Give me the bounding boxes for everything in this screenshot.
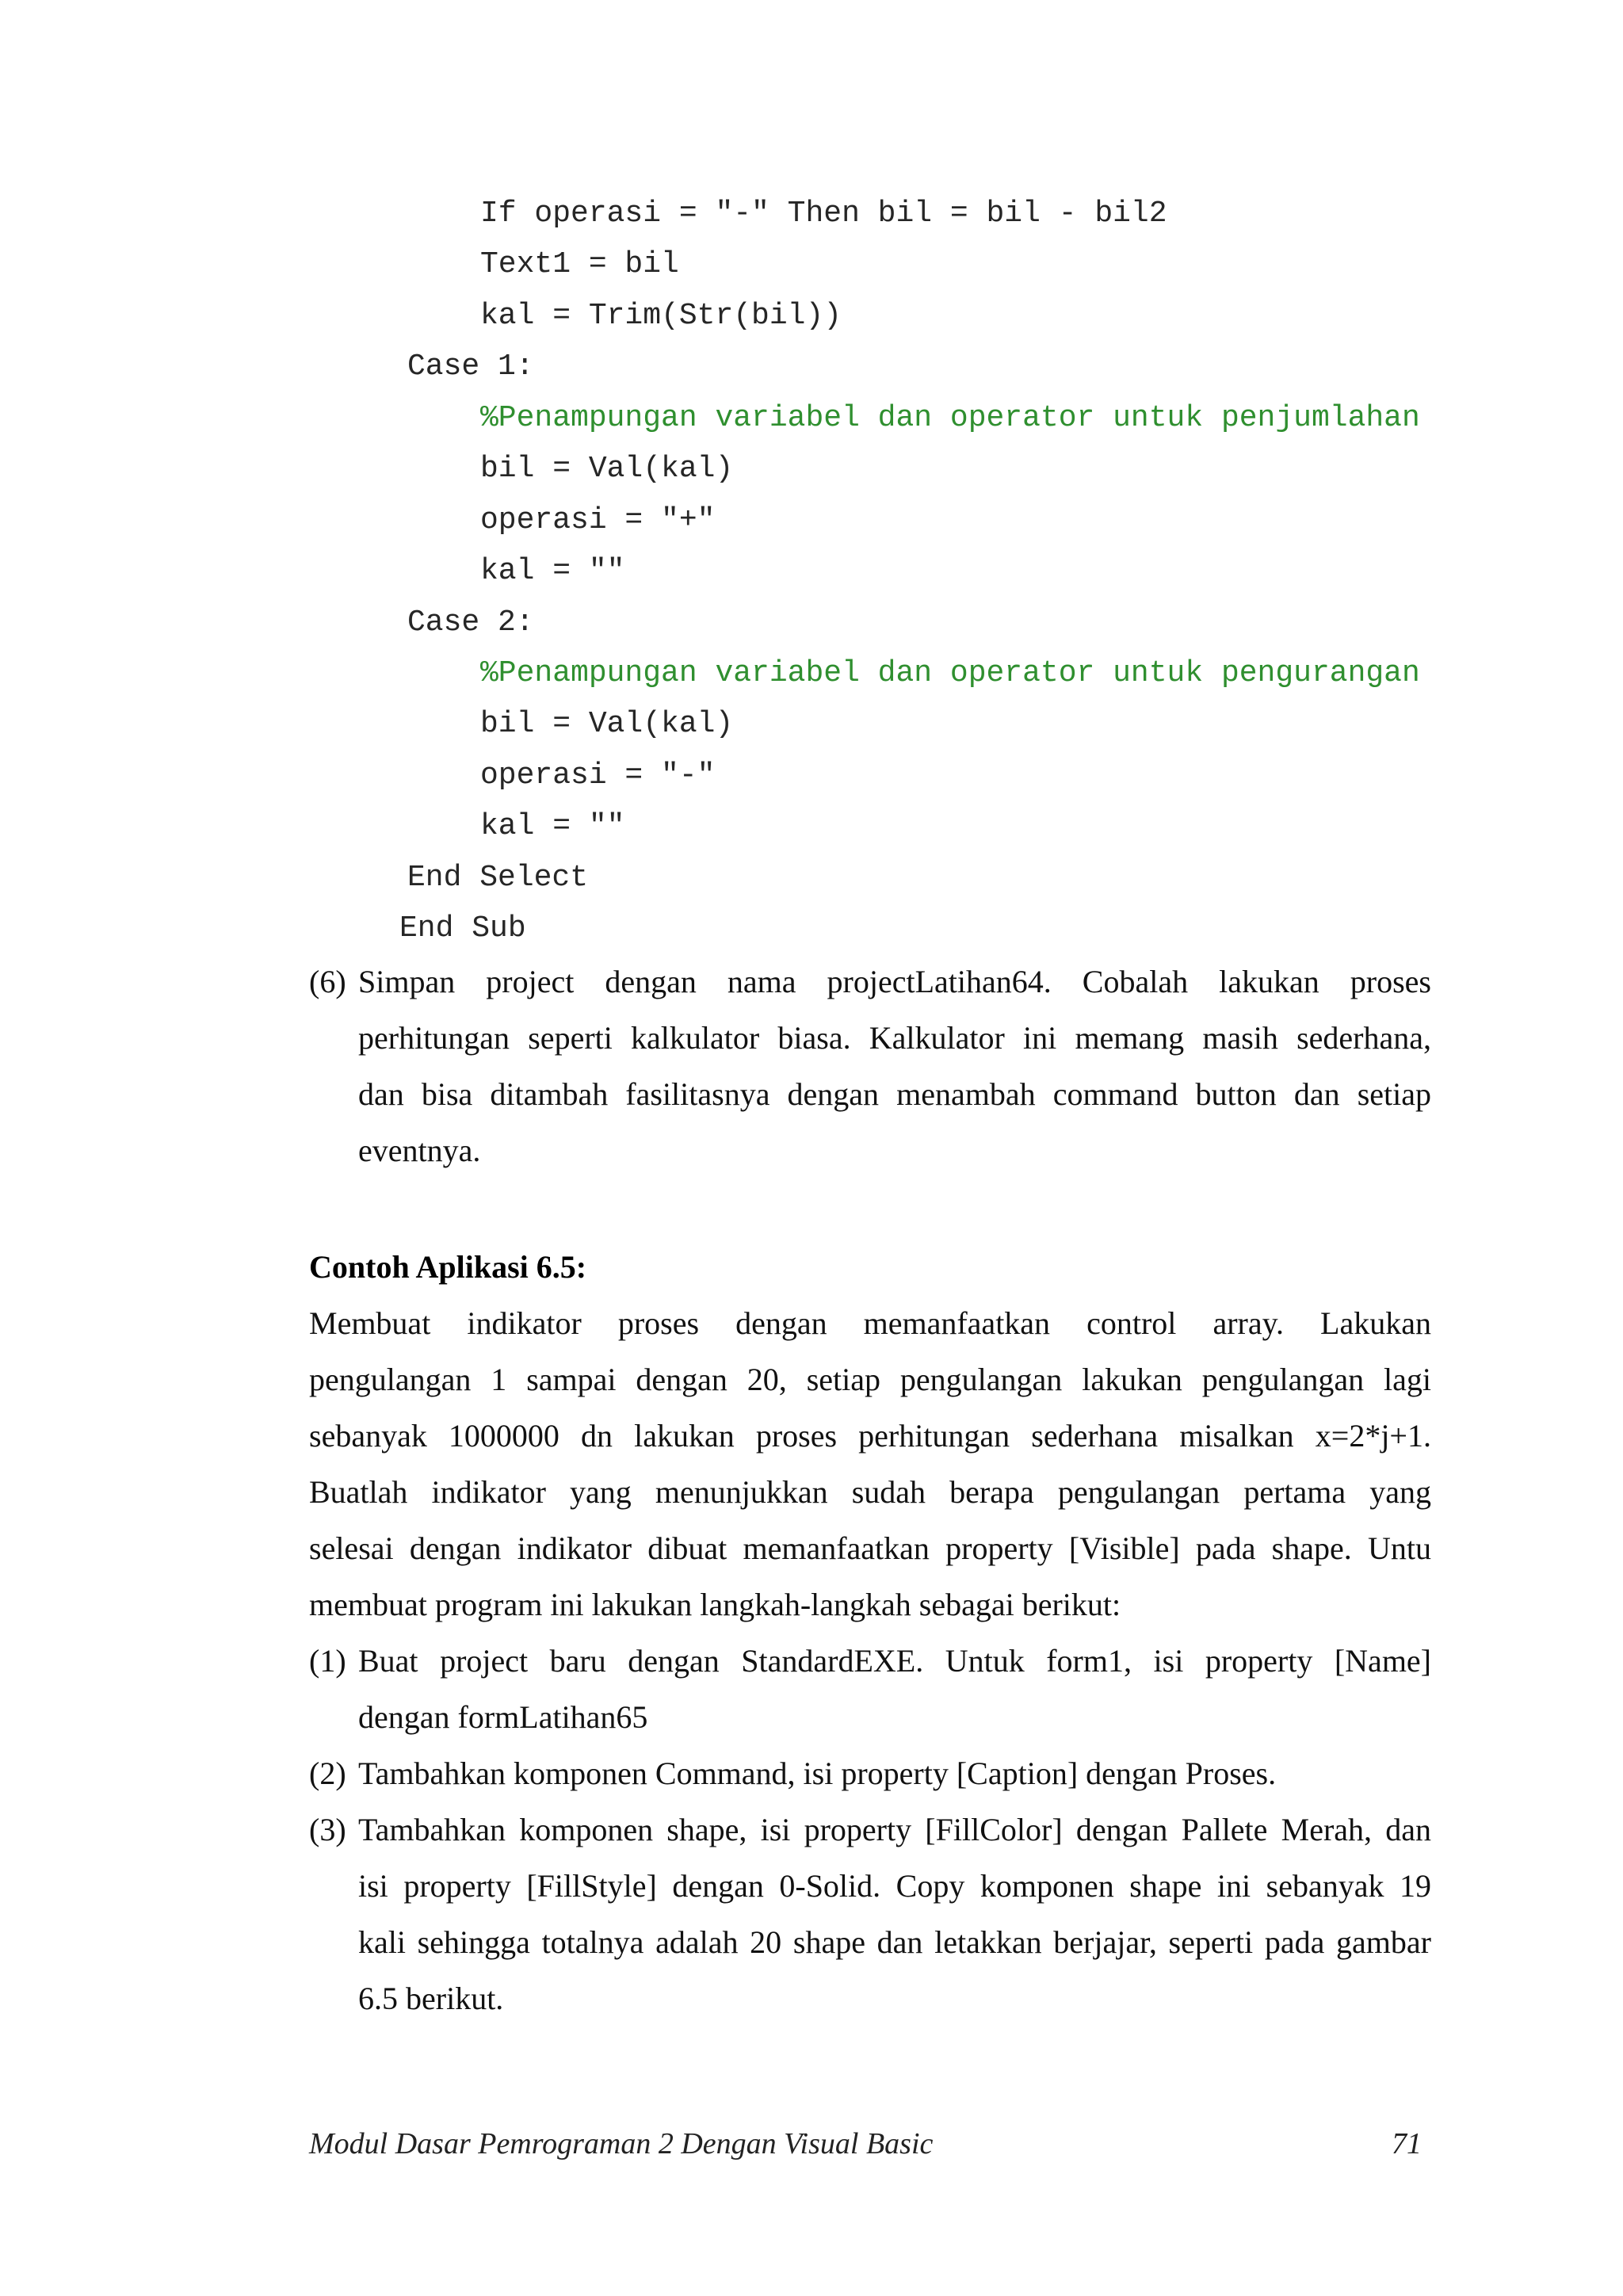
step-text-line: Simpan project dengan nama projectLatihan64. Cobalah lakukan proses <box>358 964 1431 999</box>
step-number: (1) <box>309 1643 346 1679</box>
code-line: kal = Trim(Str(bil)) <box>480 299 842 333</box>
code-comment: %Penampungan variabel dan operator untuk pengurangan <box>480 656 1420 690</box>
code-line: operasi = "+" <box>480 503 716 537</box>
code-line: operasi = "-" <box>480 758 716 793</box>
paragraph-line: sebanyak 1000000 dn lakukan proses perhitungan sederhana misalkan x=2*j+1. <box>309 1418 1431 1454</box>
step-number: (2) <box>309 1755 346 1791</box>
paragraph-line: Membuat indikator proses dengan memanfaatkan control array. Lakukan <box>309 1305 1431 1341</box>
step-text-line: Tambahkan komponen shape, isi property [FillColor] dengan Pallete Merah, dan <box>358 1812 1431 1847</box>
code-line: Case 2: <box>407 606 534 640</box>
step-text-line: Buat project baru dengan StandardEXE. Untuk form1, isi property [Name] <box>358 1643 1431 1679</box>
section-paragraph <box>309 1295 1431 1633</box>
step-text-line: perhitungan seperti kalkulator biasa. Kalkulator ini memang masih sederhana, <box>358 1020 1431 1056</box>
code-line: If operasi = "-" Then bil = bil - bil2 <box>480 197 1167 231</box>
code-line: End Select <box>407 861 589 895</box>
footer-title: Modul Dasar Pemrograman 2 Dengan Visual Basic <box>309 2127 934 2160</box>
page-number: 71 <box>1392 2127 1422 2160</box>
code-line: bil = Val(kal) <box>480 707 734 741</box>
step-text-line: dengan formLatihan65 <box>358 1699 648 1735</box>
code-line: Case 1: <box>407 350 534 384</box>
step-text-line: eventnya. <box>358 1133 481 1168</box>
paragraph-line: Buatlah indikator yang menunjukkan sudah berapa pengulangan pertama yang <box>309 1474 1431 1510</box>
code-line: kal = "" <box>480 809 625 843</box>
step-text-line: dan bisa ditambah fasilitasnya dengan menambah command button dan setiap <box>358 1076 1431 1112</box>
step-number: (6) <box>309 964 346 999</box>
step-text-line: isi property [FillStyle] dengan 0-Solid. Copy komponen shape ini sebanyak 19 <box>358 1868 1431 1904</box>
code-line: End Sub <box>399 911 526 946</box>
code-comment: %Penampungan variabel dan operator untuk penjumlahan <box>480 401 1420 435</box>
code-line: Text1 = bil <box>480 247 679 281</box>
step-number: (3) <box>309 1812 346 1847</box>
code-line: kal = "" <box>480 554 625 588</box>
step-text-line: 6.5 berikut. <box>358 1981 504 2016</box>
step-text-line: kali sehingga totalnya adalah 20 shape dan letakkan berjajar, seperti pada gambar <box>358 1924 1431 1960</box>
section-heading: Contoh Aplikasi 6.5: <box>309 1249 587 1285</box>
code-line: bil = Val(kal) <box>480 452 734 486</box>
paragraph-line: selesai dengan indikator dibuat memanfaatkan property [Visible] pada shape. Untu <box>309 1530 1431 1566</box>
paragraph-line: membuat program ini lakukan langkah-langkah sebagai berikut: <box>309 1587 1121 1622</box>
paragraph-line: pengulangan 1 sampai dengan 20, setiap pengulangan lakukan pengulangan lagi <box>309 1362 1431 1397</box>
step-text-line: Tambahkan komponen Command, isi property [Caption] dengan Proses. <box>358 1755 1277 1791</box>
